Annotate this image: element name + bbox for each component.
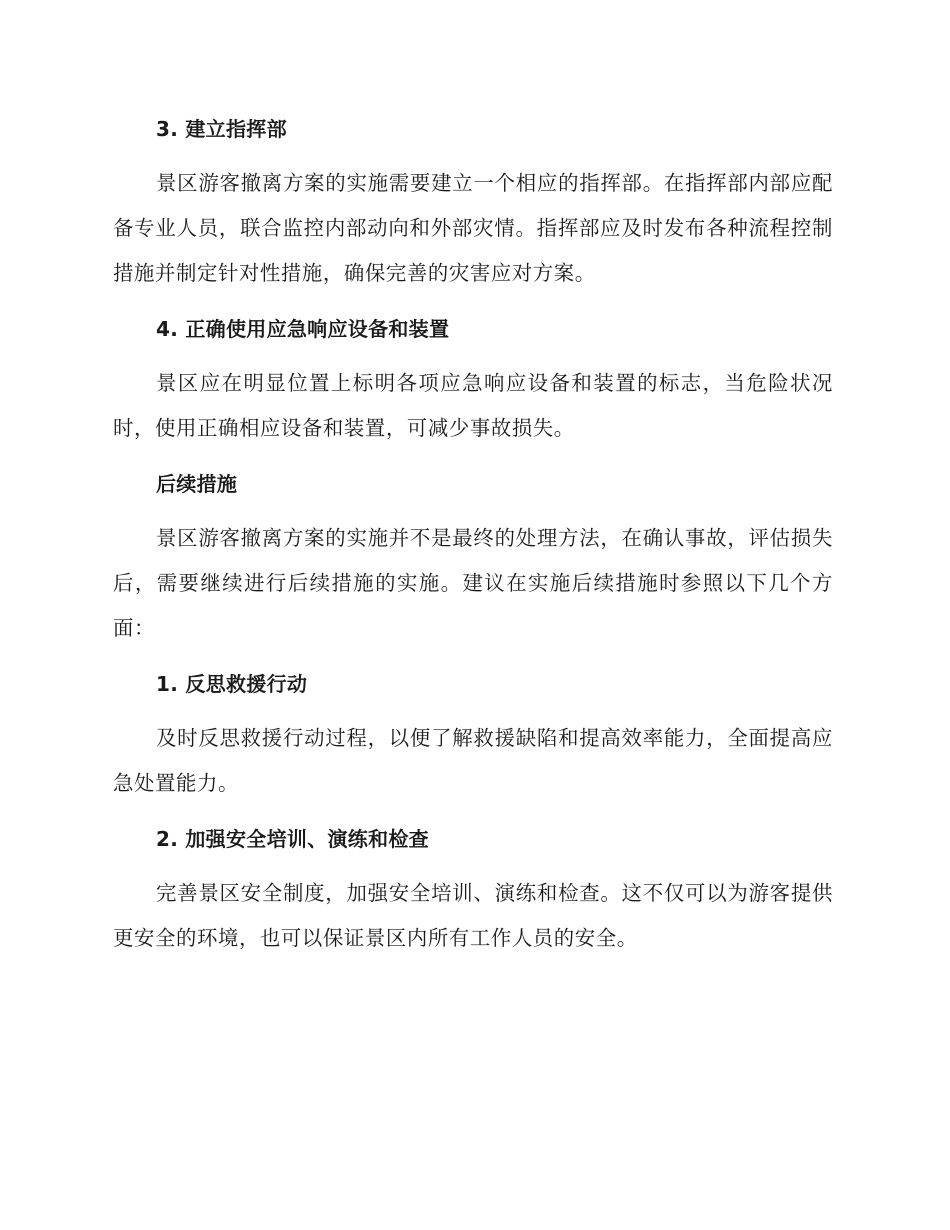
section-heading-follow-up-measures: 后续措施	[156, 472, 238, 496]
section-heading-establish-command: 3. 建立指挥部	[156, 117, 287, 141]
section-paragraph-emergency-equipment: 景区应在明显位置上标明各项应急响应设备和装置的标志，当危险状况时，使用正确相应设备和装置，可减少事故损失。	[113, 371, 833, 440]
section-paragraph-safety-training: 完善景区安全制度，加强安全培训、演练和检查。这不仅可以为游客提供更安全的环境，也可以保证景区内所有工作人员的安全。	[113, 881, 833, 950]
section-heading-safety-training: 2. 加强安全培训、演练和检查	[156, 827, 429, 851]
document-body	[113, 112, 833, 977]
section-heading-emergency-equipment: 4. 正确使用应急响应设备和装置	[156, 317, 450, 341]
section-paragraph-follow-up-measures: 景区游客撤离方案的实施并不是最终的处理方法，在确认事故，评估损失后，需要继续进行后续措施的实施。建议在实施后续措施时参照以下几个方面：	[113, 526, 833, 640]
section-paragraph-reflect-rescue: 及时反思救援行动过程，以便了解救援缺陷和提高效率能力，全面提高应急处置能力。	[113, 726, 833, 795]
section-heading-reflect-rescue: 1. 反思救援行动	[156, 672, 308, 696]
section-paragraph-establish-command: 景区游客撤离方案的实施需要建立一个相应的指挥部。在指挥部内部应配备专业人员，联合监控内部动向和外部灾情。指挥部应及时发布各种流程控制措施并制定针对性措施，确保完善的灾害应对方案。	[113, 171, 833, 285]
